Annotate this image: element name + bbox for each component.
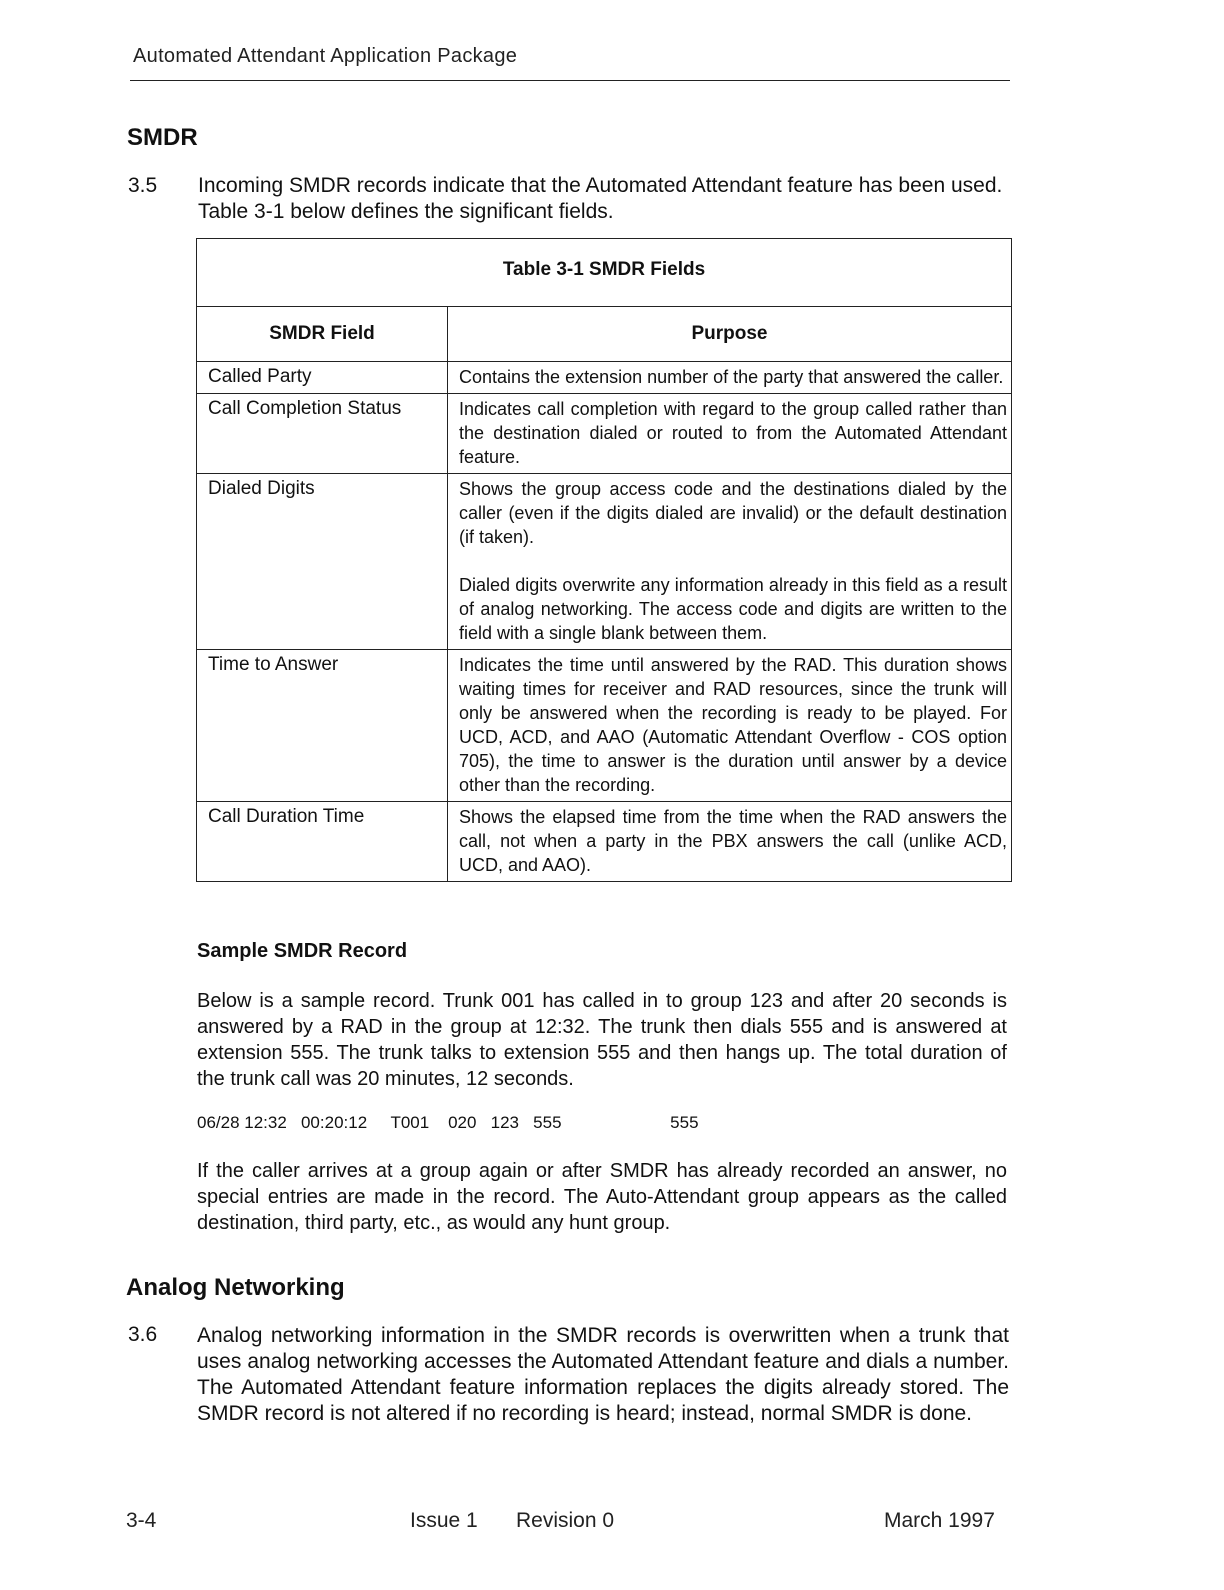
purpose-text: Indicates call completion with regard to the group called rather than the destination dialed or routed to from the Automated Attendant feature. bbox=[459, 399, 1008, 467]
smdr-intro-paragraph: Incoming SMDR records indicate that the Automated Attendant feature has been used. Table 3-1 below defines the significant fields. bbox=[198, 174, 1003, 223]
table-row bbox=[197, 362, 1012, 394]
table-row bbox=[197, 474, 1012, 650]
purpose-text: Dialed digits overwrite any information already in this field as a result of analog networking. The access code and digits are written to the field with a single blank between them. bbox=[459, 575, 1008, 643]
field-name: Called Party bbox=[197, 362, 448, 394]
sample-record-note: If the caller arrives at a group again or after SMDR has already recorded an answer, no special entries are made in the record. The Auto-Attendant group appears as the called destination, third party, etc., as would any hunt group. bbox=[197, 1160, 1007, 1234]
field-purpose bbox=[448, 394, 1012, 474]
purpose-text: Shows the group access code and the destinations dialed by the caller (even if the digits dialed are invalid) or the default destination (if taken). bbox=[459, 479, 1008, 547]
field-purpose bbox=[448, 802, 1012, 882]
column-header-purpose: Purpose bbox=[448, 307, 1012, 362]
table-row bbox=[197, 394, 1012, 474]
column-header-field: SMDR Field bbox=[197, 307, 448, 362]
sample-record-line: 06/28 12:32 00:20:12 T001 020 123 555 555 bbox=[197, 1113, 699, 1132]
table-title-cell bbox=[197, 239, 1012, 307]
field-purpose bbox=[448, 474, 1012, 650]
footer-date: March 1997 bbox=[884, 1509, 995, 1532]
analog-networking-paragraph: Analog networking information in the SMDR records is overwritten when a trunk that uses analog networking accesses the Automated Attendant feature and dials a number. The Automated Attendant feature information replaces the digits already stored. The SMDR record is not altered if no recording is heard; instead, normal SMDR is done. bbox=[197, 1324, 1009, 1425]
paragraph-number-3-5: 3.5 bbox=[128, 174, 158, 197]
section-heading-analog-networking: Analog Networking bbox=[126, 1274, 345, 1301]
field-name: Time to Answer bbox=[197, 650, 448, 802]
paragraph-number-3-6: 3.6 bbox=[128, 1323, 158, 1346]
running-header: Automated Attendant Application Package bbox=[133, 45, 518, 67]
table-row bbox=[197, 802, 1012, 882]
table-title: Table 3-1 SMDR Fields bbox=[502, 259, 706, 280]
purpose-text: Indicates the time until answered by the RAD. This duration shows waiting times for receiver and RAD resources, since the trunk will only be answered when the recording is ready to be played. For UCD, ACD, and AAO (Automatic Attendant Overflow - COS option 705), the time to answer is the duration until answer by a device other than the recording. bbox=[459, 655, 1008, 795]
section-heading-smdr: SMDR bbox=[127, 124, 198, 151]
sample-record-description: Below is a sample record. Trunk 001 has called in to group 123 and after 20 seconds is answered by a RAD in the group at 12:32. The trunk then dials 555 and is answered at extension 555. The trunk talks to extension 555 and then hangs up. The total duration of the trunk call was 20 minutes, 12 seconds. bbox=[197, 990, 1007, 1090]
footer-revision: Revision 0 bbox=[516, 1509, 615, 1532]
smdr-fields-table bbox=[196, 238, 1012, 882]
field-purpose bbox=[448, 362, 1012, 394]
header-rule bbox=[130, 80, 1010, 81]
field-name: Dialed Digits bbox=[197, 474, 448, 650]
field-purpose bbox=[448, 650, 1012, 802]
footer-page-number: 3-4 bbox=[126, 1509, 157, 1532]
footer-issue: Issue 1 bbox=[410, 1509, 478, 1532]
field-name: Call Duration Time bbox=[197, 802, 448, 882]
table-row bbox=[197, 650, 1012, 802]
sample-record-heading: Sample SMDR Record bbox=[197, 940, 408, 962]
purpose-text: Shows the elapsed time from the time when the RAD answers the call, not when a party in the PBX answers the call (unlike ACD, UCD, and AAO). bbox=[459, 807, 1008, 875]
purpose-text: Contains the extension number of the party that answered the caller. bbox=[459, 367, 1004, 387]
field-name: Call Completion Status bbox=[197, 394, 448, 474]
